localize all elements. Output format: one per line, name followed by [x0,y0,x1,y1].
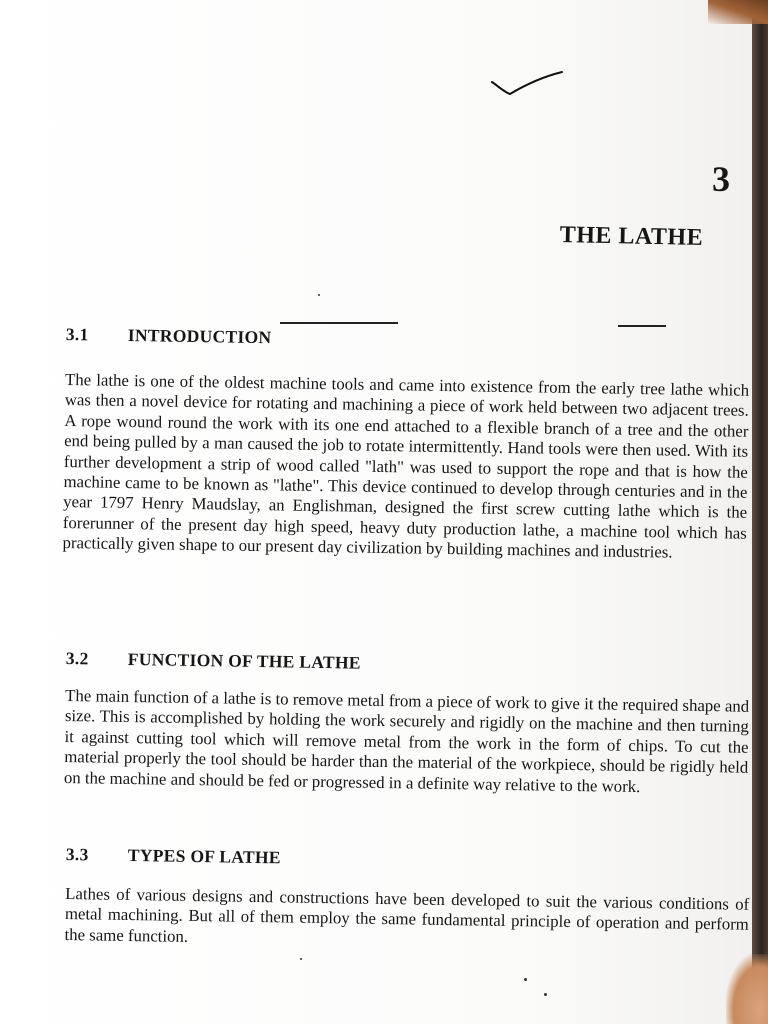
section-number: 3.2 [65,648,89,669]
chapter-number: 3 [712,159,730,199]
section-function-of-the-lathe [64,648,750,799]
thumb-holding-page [726,954,768,1024]
section-body: Lathes of various designs and constructions have been developed to suit the various conditions of metal machining. But all of them employ the same fundamental principle of operation and perform the same function. [64,883,750,946]
section-number: 3.1 [65,324,89,345]
heading-underline [280,322,398,324]
section-title: TYPES OF LATHE [127,844,281,868]
section-body: The lathe is one of the oldest machine tools and came into existence from the early tree lathe which was then a novel device for rotating and machining a piece of work held between two adjacent trees. A rope wound round the work with its one end attached to a flexible branch of a tree and the other end being pulled by a man caused the job to rotate intermittently. Hand tools were then used. With its further development a strip of wood called "lath" was used to support the rope and that is how the machine came to be known as "lathe". This device continued to develop through centuries and in the year 1797 Henry Maudslay, an Englishman, designed the first screw cutting lathe which is the forerunner of the present day high speed, heavy duty production lathe, a machine tool which has practically given shape to our present day civilization by building machines and industries. [62,369,750,562]
handwritten-check-mark [490,68,566,102]
ink-speck [544,993,547,996]
section-number: 3.3 [65,844,89,865]
section-body: The main function of a lathe is to remove metal from a piece of work to give it the required shape and size. This is accomplished by holding the work securely and rigidly on the machine and then turning it against cutting tool which will remove metal from the work in the form of chips. To cut the material properly the tool should be harder than the material of the workpiece, should be rigidly held on the machine and should be fed or progressed in a definite way relative to the work. [63,685,750,796]
book-spine-edge [752,0,768,1024]
section-title: INTRODUCTION [127,324,272,348]
margin-line [618,325,666,327]
chapter-title: THE LATHE [559,222,704,251]
section-introduction [62,324,750,564]
ink-speck [318,294,320,296]
ink-speck [300,958,302,960]
section-title: FUNCTION OF THE LATHE [127,648,361,673]
ink-speck [524,978,527,981]
page-corner-shadow [708,0,768,24]
section-types-of-lathe [64,844,750,956]
